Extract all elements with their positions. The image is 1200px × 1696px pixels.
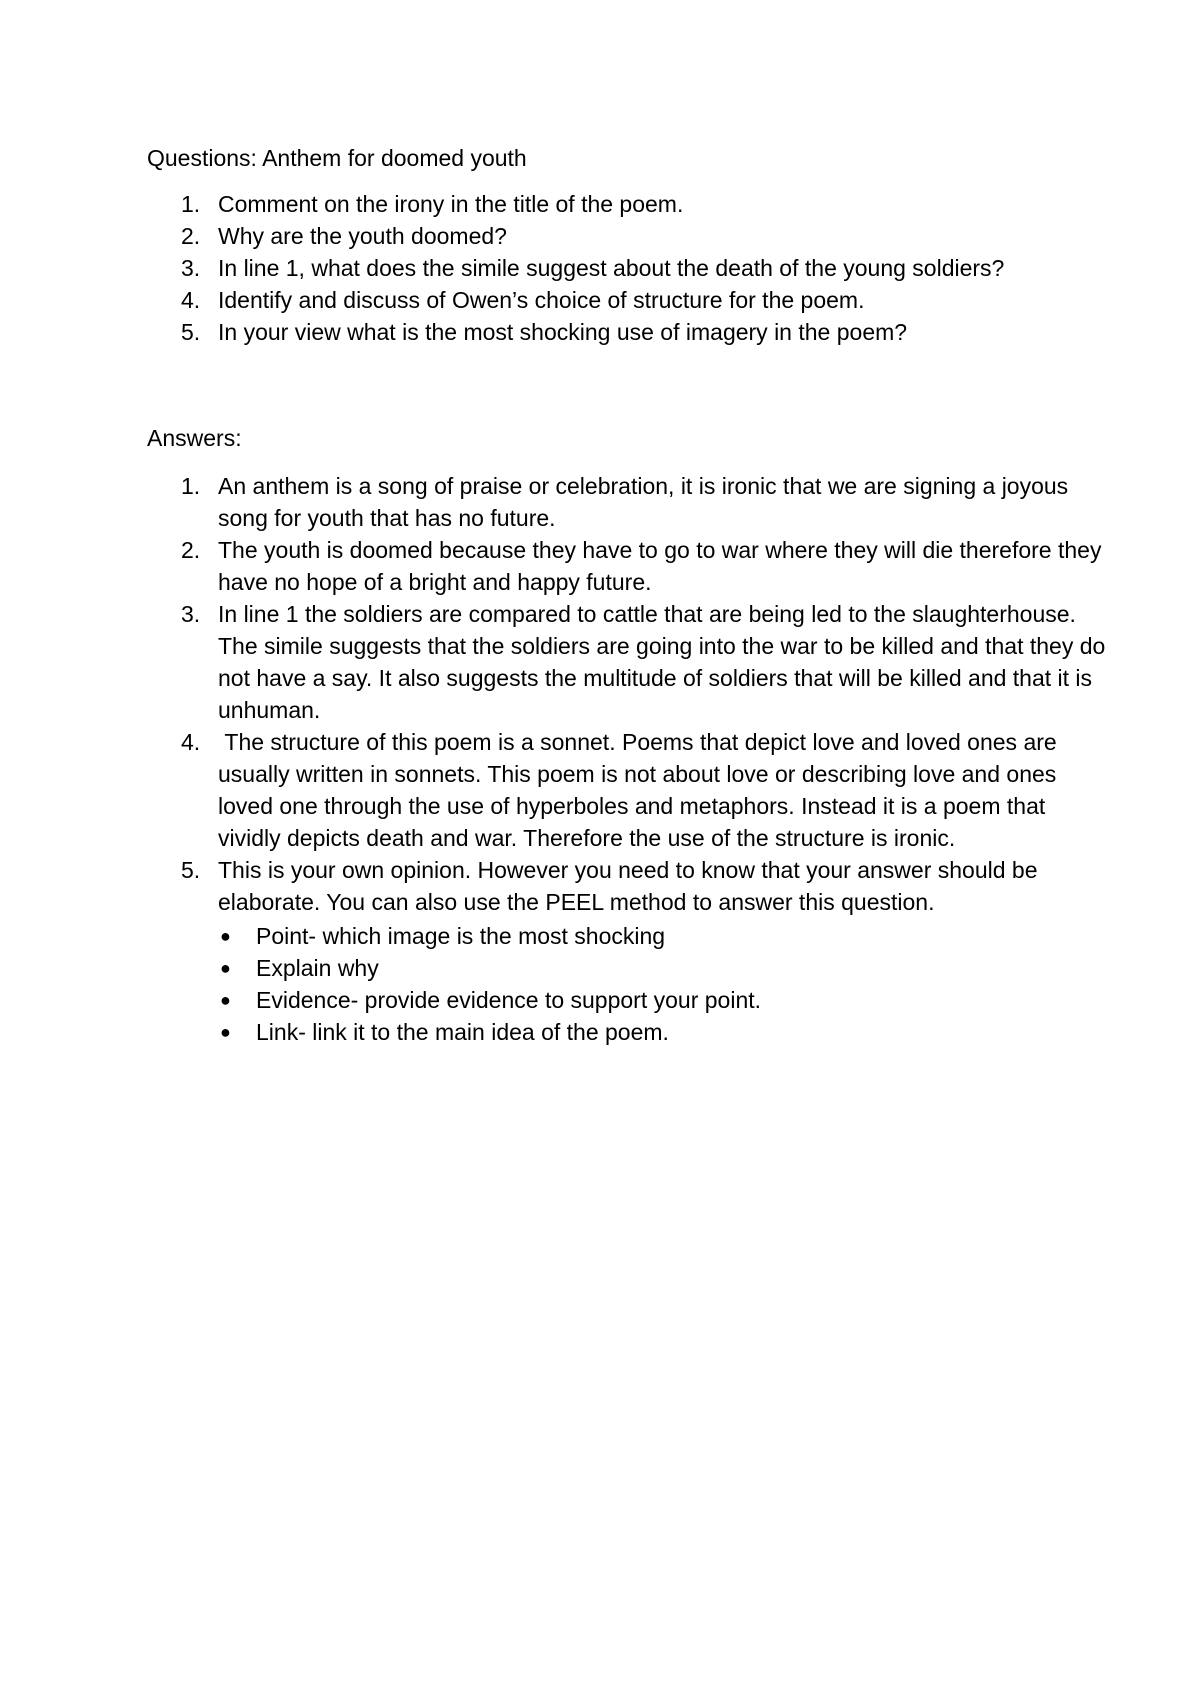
peel-bullet-item	[218, 952, 1107, 984]
peel-bullet-text: Point- which image is the most shocking	[256, 923, 666, 949]
answer-number: 1.	[181, 473, 201, 499]
question-text: Identify and discuss of Owen’s choice of structure for the poem.	[218, 287, 865, 313]
question-number: 3.	[181, 255, 201, 281]
answers-list	[147, 470, 1107, 1048]
peel-bullet-text: Explain why	[256, 955, 379, 981]
answers-heading: Answers:	[147, 425, 242, 451]
question-text: In line 1, what does the simile suggest about the death of the young soldiers?	[218, 255, 1005, 281]
answer-number: 5.	[181, 857, 201, 883]
question-item	[147, 284, 1107, 316]
answer-item	[147, 854, 1107, 1048]
peel-bullet-text: Evidence- provide evidence to support your point.	[256, 987, 762, 1013]
answer-number: 4.	[181, 729, 201, 755]
answer-item	[147, 598, 1107, 726]
peel-bullet-list	[218, 920, 1107, 1048]
bullet-icon: ●	[220, 1022, 231, 1042]
answer-item	[147, 726, 1107, 854]
question-text: Comment on the irony in the title of the poem.	[218, 191, 684, 217]
question-item	[147, 316, 1107, 348]
question-item	[147, 220, 1107, 252]
answer-text: The structure of this poem is a sonnet. Poems that depict love and loved ones are usually written in sonnets. This poem is not about love or describing love and ones loved one through the use of hyperboles and metaphors. Instead it is a poem that vividly depicts death and war. Therefore the use of the structure is ironic.	[218, 729, 1064, 851]
question-item	[147, 188, 1107, 220]
questions-list	[147, 188, 1107, 348]
question-number: 5.	[181, 319, 201, 345]
peel-bullet-item	[218, 1016, 1107, 1048]
answer-text: An anthem is a song of praise or celebration, it is ironic that we are signing a joyous song for youth that has no future.	[218, 473, 1069, 531]
answer-number: 2.	[181, 537, 201, 563]
question-text: Why are the youth doomed?	[218, 223, 507, 249]
question-number: 4.	[181, 287, 201, 313]
answer-text: This is your own opinion. However you need to know that your answer should be elaborate. You can also use the PEEL method to answer this question.	[218, 857, 1038, 915]
peel-bullet-item	[218, 920, 1107, 952]
answer-number: 3.	[181, 601, 201, 627]
answer-text: In line 1 the soldiers are compared to cattle that are being led to the slaughterhouse. The simile suggests that the soldiers are going into the war to be killed and that they do not have a say. It also suggests the multitude of soldiers that will be killed and that it is unhuman.	[218, 601, 1106, 723]
bullet-icon: ●	[220, 990, 231, 1010]
answer-text: The youth is doomed because they have to go to war where they will die therefore they have no hope of a bright and happy future.	[218, 537, 1102, 595]
answer-item	[147, 534, 1107, 598]
bullet-icon: ●	[220, 926, 231, 946]
peel-bullet-text: Link- link it to the main idea of the poem.	[256, 1019, 669, 1045]
answer-item	[147, 470, 1107, 534]
document-body	[147, 142, 1107, 1048]
question-item	[147, 252, 1107, 284]
question-text: In your view what is the most shocking use of imagery in the poem?	[218, 319, 908, 345]
bullet-icon: ●	[220, 958, 231, 978]
question-number: 1.	[181, 191, 201, 217]
peel-bullet-item	[218, 984, 1107, 1016]
questions-heading: Questions: Anthem for doomed youth	[147, 145, 527, 171]
question-number: 2.	[181, 223, 201, 249]
